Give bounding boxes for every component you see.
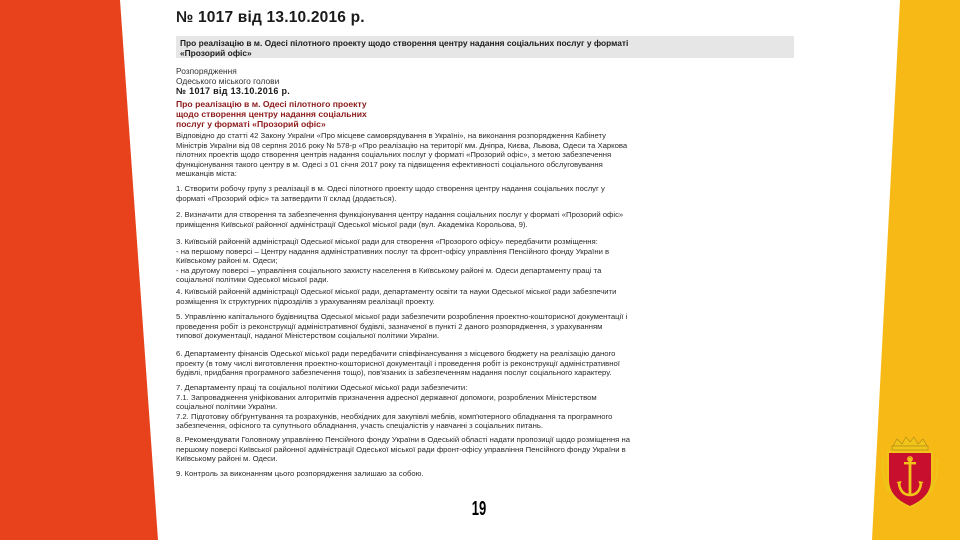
subject-line-2: «Прозорий офіс» xyxy=(180,48,252,58)
text-line: 3. Київській районній адміністрації Одеської міської ради для створення «Прозорого офісу» передбачити розміщення: xyxy=(176,237,598,246)
heading-line-1: Про реалізацію в м. Одесі пілотного проекту xyxy=(176,99,367,109)
paragraph-8 xyxy=(176,435,796,464)
text-line: Відповідно до статті 42 Закону України «Про місцеве самоврядування в Україні», на виконання розпорядження Кабінету xyxy=(176,131,606,140)
text-line: 7. Департаменту праці та соціальної політики Одеської міської ради забезпечити: xyxy=(176,383,468,392)
paragraph-5 xyxy=(176,312,796,341)
paragraph-1 xyxy=(176,184,796,203)
text-line: приміщення Київської районної адміністрації Одеської міської ради (вул. Академіка Корольова, 9). xyxy=(176,219,528,229)
text-line: форматі «Прозорий офіс» та затвердити її склад (додається). xyxy=(176,193,397,203)
document-scan xyxy=(162,0,806,506)
paragraph-3 xyxy=(176,237,796,285)
text-line: забезпечення, офісного та супутнього обладнання, участь спеціалістів у навчанні з соціальних питань. xyxy=(176,421,543,431)
heading-line-3: послуг у форматі «Прозорий офіс» xyxy=(176,119,326,129)
text-line: пілотних проектів щодо створення центрів надання соціальних послуг у форматі «Прозорий офіс», з метою забезпечення xyxy=(176,150,612,160)
document-meta xyxy=(176,66,290,96)
text-line: Київському районі м. Одеси; xyxy=(176,256,278,266)
paragraph-7 xyxy=(176,383,796,431)
text-line: 1. Створити робочу групу з реалізації в м. Одесі пілотного проекту щодо створення центру надання соціальних послуг у xyxy=(176,184,605,193)
text-line: проекту (в тому числі виготовлення проектно-кошторисної документації і проведення робіт із реконструкції адміністративної xyxy=(176,358,620,368)
text-line: - на першому поверсі – Центру надання адміністративних послуг та фронт-офісу управління Пенсійного фонду України в xyxy=(176,246,610,256)
text-line: 7.2. Підготовку обґрунтування та розрахунків, необхідних для закупівлі меблів, комп'ютерного обладнання та програмного xyxy=(176,411,613,421)
meta-author: Одеського міського голови xyxy=(176,76,280,86)
text-line: 4. Київській районній адміністрації Одеської міської ради, департаменту освіти та науки Одеської міської ради забезпечити xyxy=(176,287,617,296)
text-line: 2. Визначити для створення та забезпечення функціонування центру надання соціальних послуг у форматі «Прозорий офіс» xyxy=(176,210,624,219)
meta-type: Розпорядження xyxy=(176,66,237,76)
text-line: 8. Рекомендувати Головному управлінню Пенсійного фонду України в Одеській області надати пропозиції щодо розміщення на xyxy=(176,435,630,444)
text-line: мешканців міста: xyxy=(176,169,237,179)
document-subject-box xyxy=(176,36,794,58)
text-line: Міністрів України від 08 серпня 2016 року № 578-р «Про реалізацію на території мм. Дніпра, Києва, Львова, Одеси та Харкова xyxy=(176,140,628,150)
text-line: будівлі, придбання програмного забезпечення тощо), пов'язаних із забезпеченням надання послуг соціального характеру. xyxy=(176,368,612,378)
text-line: типової документації, наданої Міністерством соціальної політики України. xyxy=(176,331,440,341)
text-line: 5. Управлінню капітального будівництва Одеської міської ради забезпечити розроблення проектно-кошторисної документації і xyxy=(176,312,628,321)
text-line: - на другому поверсі – управління соціального захисту населення в Київському районі м. Одеси департаменту праці та xyxy=(176,265,602,275)
text-line: 6. Департаменту фінансів Одеської міської ради передбачити співфінансування з місцевого бюджету на реалізацію даного xyxy=(176,349,616,358)
text-line: 9. Контроль за виконанням цього розпорядження залишаю за собою. xyxy=(176,469,424,478)
paragraph-4 xyxy=(176,287,796,306)
text-line: розміщення їх структурних підрозділів з урахуванням реалізації проекту. xyxy=(176,296,435,306)
heading-line-2: щодо створення центру надання соціальних xyxy=(176,109,367,119)
paragraph-6 xyxy=(176,349,796,378)
text-line: першому поверсі Київської районної адміністрації Одеської міської ради фронт-офісу управління Пенсійного фонду України в xyxy=(176,444,626,454)
text-line: Київському районі м. Одеси. xyxy=(176,454,278,464)
paragraph-9 xyxy=(176,469,796,479)
meta-number: № 1017 від 13.10.2016 р. xyxy=(176,86,291,96)
paragraph-preamble xyxy=(176,131,796,179)
subject-line-1: Про реалізацію в м. Одесі пілотного проекту щодо створення центру надання соціальних послуг у форматі xyxy=(180,38,629,48)
paragraph-2 xyxy=(176,210,796,229)
text-line: функціонування такого центру в м. Одесі з 01 січня 2017 року та підвищення ефективності соціального обслуговування xyxy=(176,159,603,169)
text-line: соціальної політики Одеської міської ради. xyxy=(176,275,329,285)
text-line: соціальної політики України. xyxy=(176,402,278,412)
text-line: 7.1. Запровадження уніфікованих алгоритмів призначення адресної державної допомоги, розроблених Міністерством xyxy=(176,392,597,402)
page-number: 19 xyxy=(471,498,487,520)
document-heading xyxy=(176,99,367,129)
text-line: проведення робіт із реконструкції адміністративної будівлі, зазначеної в пункті 2 даного розпорядження, з урахуванням xyxy=(176,321,603,331)
odesa-coat-of-arms-icon xyxy=(879,436,941,510)
document-title: № 1017 від 13.10.2016 р. xyxy=(176,9,365,26)
